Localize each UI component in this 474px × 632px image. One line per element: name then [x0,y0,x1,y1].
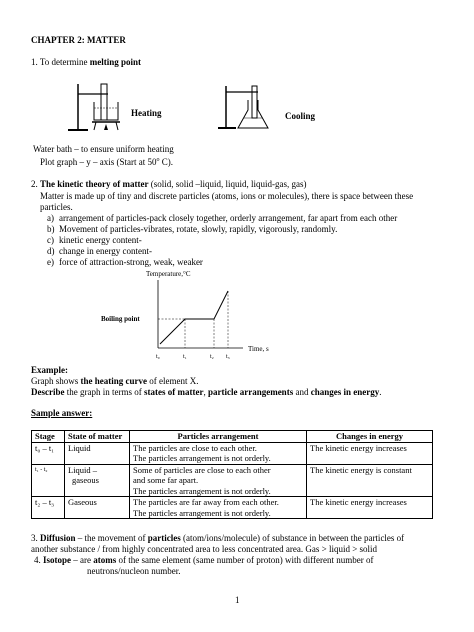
list-item [47,235,397,246]
cooling-apparatus-illustration [218,82,288,136]
water-bath-line: Water bath – to ensure uniform heating [33,144,174,154]
state-cell [65,464,130,497]
section1-heading [31,57,141,68]
section4-rest: of the same element (same number of proton) with different number of [116,555,374,565]
section4-line1 [34,555,374,566]
list-item-label: c) [47,235,54,245]
section3-mid: – the movement of [75,533,148,543]
list-item [47,224,397,235]
heating-apparatus-illustration [66,80,136,134]
isotope-bold: Isotope [43,555,72,565]
energy-cell: The kinetic energy is constant [307,464,433,497]
example-line1-suffix: of element X. [147,376,199,386]
section1-bold: melting point [89,57,141,67]
cooling-label: Cooling [285,111,316,121]
plot-graph-line [40,155,173,168]
section3-line1 [31,533,404,544]
table-row [32,497,433,519]
header-energy: Changes in energy [307,431,433,443]
state-cell: Gaseous [65,497,130,519]
list-item-label: d) [47,246,55,256]
particles-bold: particles [147,533,181,543]
state-line: gaseous [72,475,99,485]
section2-num: 2. [31,179,40,189]
sample-answer-heading: Sample answer: [31,408,93,418]
arrangement-line: and some far apart. [133,475,199,485]
section2-heading [31,179,306,190]
arrangement-line: Some of particles are close to each other [133,464,271,475]
tick-label-t2: t₂ [210,354,214,360]
table-row [32,442,433,464]
header-arrangement: Particles arrangement [130,431,307,443]
example-title: Example: [31,365,68,375]
example-line1 [31,376,198,387]
table-row [32,464,433,497]
page-number: 1 [235,595,240,605]
arrangement-line: The particles are far away from each other. [133,497,279,507]
list-item-label: a) [47,213,54,223]
plot-graph-suffix: C). [159,157,173,167]
example-line2-mid2: , [203,387,208,397]
section3-rest: (atom/ions/molecule) of substance in between the particles of [180,533,405,543]
list-item-text: force of attraction-strong, weak, weaker [59,257,203,267]
example-line2-mid1: the graph in terms of [64,387,144,397]
example-line2-end: . [379,387,382,397]
section1-prefix: 1. To determine [31,57,90,67]
arrangement-line: The particles arrangement is not orderly. [133,453,271,463]
table-header-row [32,431,433,443]
section4-line2: neutrons/nucleon number. [87,566,181,576]
list-item [47,213,397,224]
atoms-bold: atoms [93,555,117,565]
answer-table [31,430,433,519]
section4-prefix: 4. [34,555,43,565]
list-item-text: change in energy content- [59,246,153,256]
header-state: State of matter [65,431,130,443]
list-item [47,246,397,257]
section2-rest: (solid, solid –liquid, liquid, liquid-gas, gas) [148,179,307,189]
kinetic-theory-list [47,213,397,268]
stage-cell: t₁ - t₂ [32,464,65,497]
arrangement-cell [130,497,307,519]
arrangement-cell [130,442,307,464]
example-line2 [31,387,381,398]
chapter-title: CHAPTER 2: MATTER [31,35,126,45]
kinetic-theory-para2: particles. [40,202,73,212]
graph-x-label: Time, s [248,345,269,353]
arrangements-bold: particle arrangements [207,387,294,397]
energy-bold: changes in energy [310,387,380,397]
example-line1-bold: the heating curve [80,376,147,386]
arrangement-line: The particles arrangement is not orderly. [133,507,271,518]
tick-label-t1: t₁ [183,354,187,360]
header-stage: Stage [32,431,65,443]
example-line1-prefix: Graph shows [31,376,81,386]
list-item-text: arrangement of particles-pack closely together, orderly arrangement, far apart from each other [59,213,398,223]
diffusion-bold: Diffusion [40,533,76,543]
tick-label-t3: t₃ [226,354,230,360]
heating-curve-line [160,291,228,344]
list-item-text: Movement of particles-vibrates, rotate, slowly, rapidly, vigorously, randomly. [59,224,338,234]
state-line: Liquid – [68,464,98,475]
plot-graph-prefix: Plot graph – y – axis (Start at 50 [40,157,157,167]
boiling-point-label: Boiling point [101,315,140,323]
arrangement-line: The particles arrangement is not orderly. [133,485,271,496]
list-item-text: kinetic energy content- [59,235,142,245]
energy-cell: The kinetic energy increases [307,442,433,464]
tick-label-t0: t₀ [156,354,160,360]
section2-bold: The kinetic theory of matter [40,179,149,189]
section4-mid: – are [71,555,94,565]
stage-cell: t₀ – t₁ [32,442,65,464]
section3-prefix: 3. [31,533,40,543]
energy-cell: The kinetic energy increases [307,497,433,519]
graph-y-label: Temperature,°C [146,270,191,278]
describe-bold: Describe [31,387,65,397]
state-cell: Liquid [65,442,130,464]
example-line2-mid3: and [293,387,311,397]
arrangement-line: The particles are close to each other. [133,442,257,453]
degree-symbol: o [156,157,160,163]
states-bold: states of matter [143,387,204,397]
arrangement-cell [130,464,307,497]
list-item-label: b) [47,224,55,234]
heating-curve-graph [98,266,288,366]
section3-line2: another substance / from highly concentrated area to less concentrated area. Gas > liquid > solid [31,544,378,554]
kinetic-theory-para1: Matter is made up of tiny and discrete particles (atoms, ions or molecules), there is space between these [40,191,414,201]
stage-cell: t₂ – t₃ [32,497,65,519]
heating-label: Heating [131,108,162,118]
list-item-label: e) [47,257,54,267]
